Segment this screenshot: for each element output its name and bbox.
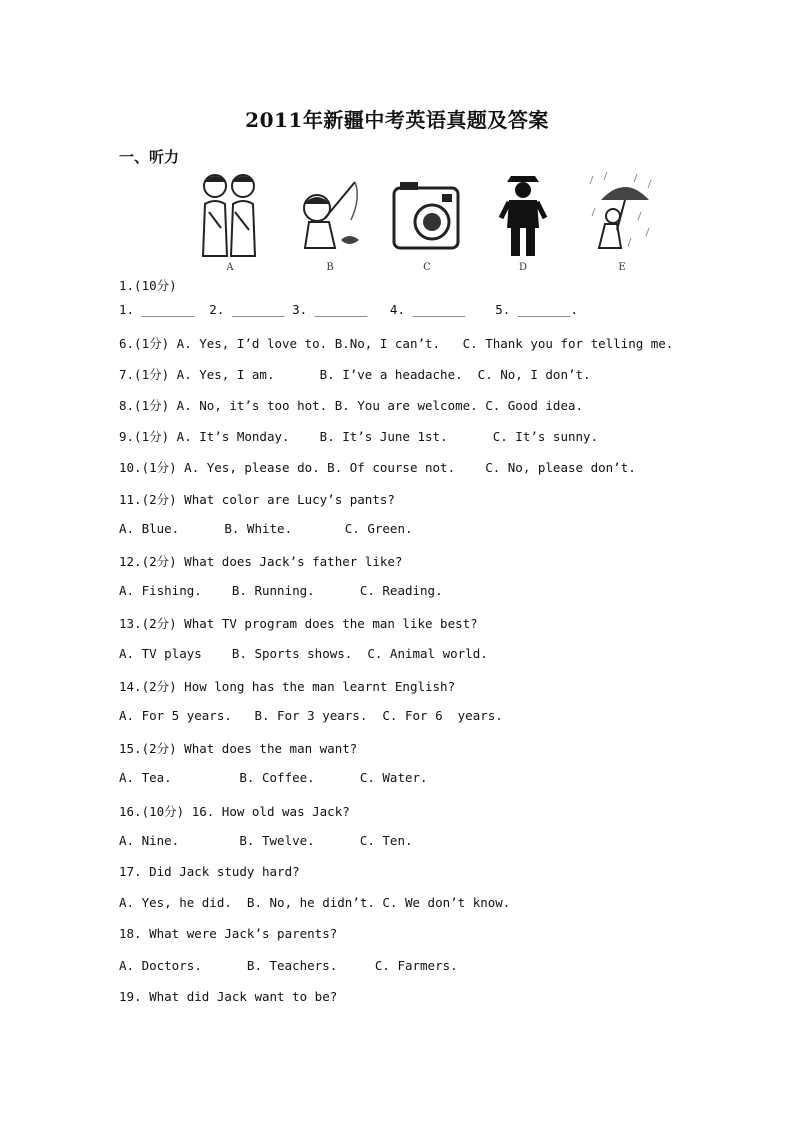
picture-c bbox=[387, 168, 467, 273]
answer-blanks-line: 1. _______ 2. _______ 3. _______ 4. _______ 5. _______. bbox=[119, 302, 579, 317]
question-line: 16.(10分) 16. How old was Jack? bbox=[119, 804, 350, 819]
options-line: A. Yes, he did. B. No, he didn’t. C. We don’t know. bbox=[119, 895, 511, 910]
picture-label-e: E bbox=[618, 262, 626, 273]
picture-label-d: D bbox=[518, 262, 528, 273]
picture-a bbox=[190, 168, 270, 273]
picture-b bbox=[290, 168, 370, 273]
picture-label-c: C bbox=[423, 262, 431, 273]
question-line: 13.(2分) What TV program does the man like best? bbox=[119, 616, 478, 631]
listening-pictures bbox=[190, 168, 670, 290]
camera-icon bbox=[390, 168, 464, 258]
options-line: A. Tea. B. Coffee. C. Water. bbox=[119, 770, 428, 785]
question-line: 11.(2分) What color are Lucy’s pants? bbox=[119, 492, 395, 507]
picture-label-b: B bbox=[326, 262, 334, 273]
options-line: A. TV plays B. Sports shows. C. Animal world. bbox=[119, 646, 488, 661]
page-title: 2011年新疆中考英语真题及答案 bbox=[245, 108, 549, 132]
question-line: 9.(1分) A. It’s Monday. B. It’s June 1st. C. It’s sunny. bbox=[119, 429, 599, 444]
picture-d bbox=[483, 168, 563, 273]
person-umbrella-rain-icon bbox=[587, 168, 657, 258]
boy-fishing-icon bbox=[295, 168, 365, 258]
section-heading: 一、听力 bbox=[119, 148, 180, 166]
question-line: 1.(10分) bbox=[119, 278, 177, 293]
picture-label-a: A bbox=[226, 262, 234, 273]
options-line: A. Doctors. B. Teachers. C. Farmers. bbox=[119, 958, 458, 973]
question-line: 6.(1分) A. Yes, I’d love to. B.No, I can’t. C. Thank you for telling me. bbox=[119, 336, 674, 351]
options-line: A. For 5 years. B. For 3 years. C. For 6 years. bbox=[119, 708, 503, 723]
picture-e bbox=[582, 168, 662, 273]
police-officer-icon bbox=[493, 168, 553, 258]
question-line: 12.(2分) What does Jack’s father like? bbox=[119, 554, 403, 569]
question-line: 19. What did Jack want to be? bbox=[119, 989, 338, 1004]
question-line: 18. What were Jack’s parents? bbox=[119, 926, 338, 941]
question-line: 8.(1分) A. No, it’s too hot. B. You are welcome. C. Good idea. bbox=[119, 398, 584, 413]
options-line: A. Fishing. B. Running. C. Reading. bbox=[119, 583, 443, 598]
question-line: 17. Did Jack study hard? bbox=[119, 864, 300, 879]
question-line: 14.(2分) How long has the man learnt English? bbox=[119, 679, 456, 694]
options-line: A. Nine. B. Twelve. C. Ten. bbox=[119, 833, 413, 848]
options-line: A. Blue. B. White. C. Green. bbox=[119, 521, 413, 536]
question-line: 10.(1分) A. Yes, please do. B. Of course not. C. No, please don’t. bbox=[119, 460, 636, 475]
couple-talking-icon bbox=[195, 168, 265, 258]
question-line: 7.(1分) A. Yes, I am. B. I’ve a headache. C. No, I don’t. bbox=[119, 367, 591, 382]
question-line: 15.(2分) What does the man want? bbox=[119, 741, 358, 756]
